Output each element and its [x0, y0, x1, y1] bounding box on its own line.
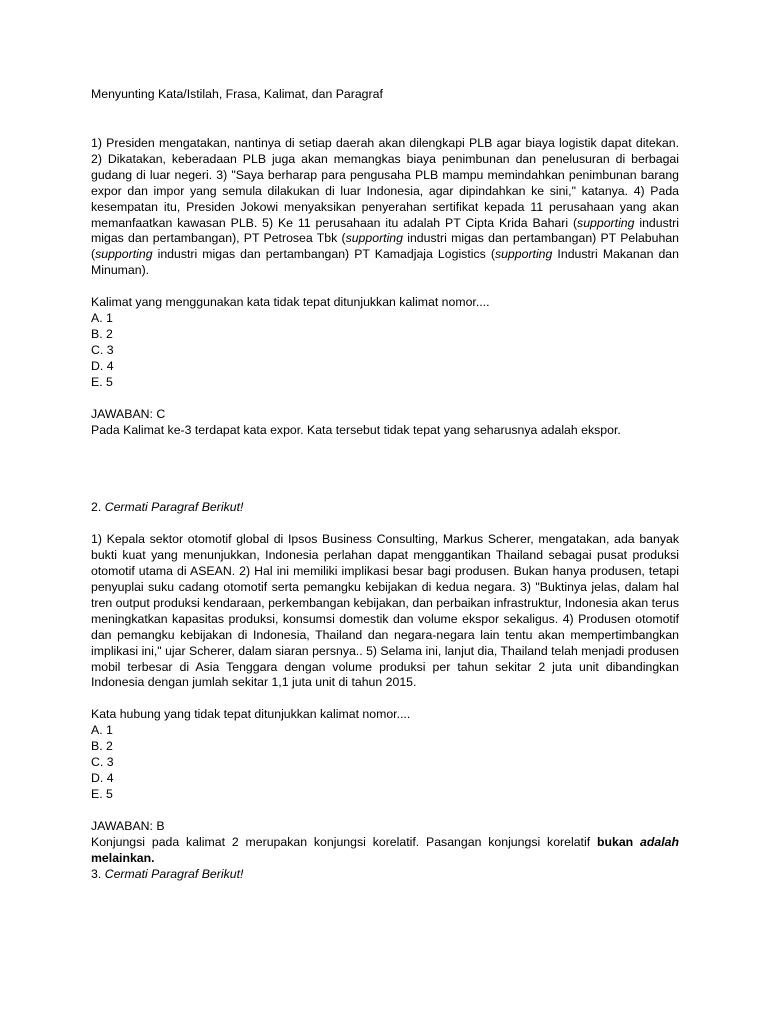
item3-heading-text: Cermati Paragraf Berikut!	[104, 866, 244, 881]
item1-option-a[interactable]: A. 1	[91, 311, 113, 326]
spacer	[91, 438, 679, 500]
item2-option-c[interactable]: C. 3	[91, 755, 114, 770]
item2-heading-number: 2.	[91, 500, 102, 515]
document-page	[91, 86, 679, 882]
item1-passage-part2: industri migas dan pertambangan), PT Petrosea Tbk (	[91, 215, 679, 246]
item2-option-e[interactable]: E. 5	[91, 786, 113, 801]
item2-options	[91, 723, 679, 803]
item1-question: Kalimat yang menggunakan kata tidak tepat ditunjukkan kalimat nomor....	[91, 295, 490, 310]
item2-question: Kata hubung yang tidak tepat ditunjukkan kalimat nomor....	[91, 707, 411, 722]
item2-heading-text: Cermati Paragraf Berikut!	[104, 500, 244, 515]
spacer	[91, 691, 679, 707]
item1-passage-part5: Industri Makanan dan Minuman).	[91, 247, 679, 278]
item1-supporting-4: supporting	[494, 247, 553, 262]
item2-option-b[interactable]: B. 2	[91, 739, 113, 754]
item1-option-d[interactable]: D. 4	[91, 358, 114, 373]
item1-passage-part1: 1) Presiden mengatakan, nantinya di setiap daerah akan dilengkapi PLB agar biaya logistik dapat ditekan. 2) Dikatakan, keberadaan PLB juga akan memangkas biaya penimbunan dan penelusuran di berbagai gudang di luar negeri. 3) "Saya berharap para pengusaha PLB mampu memindahkan penimbunan barang expor dan impor yang semula dilakukan di luar Indonesia, agar dipindahkan ke sini," katanya. 4) Pada kesempatan itu, Presiden Jokowi menyaksikan penyerahan sertifikat kepada 11 perusahaan yang akan memanfaatkan kawasan PLB. 5) Ke 11 perusahaan itu adalah PT Cipta Krida Bahari (	[91, 136, 679, 230]
item3-heading-number: 3.	[91, 866, 102, 881]
spacer	[91, 391, 679, 407]
item1-supporting-2: supporting	[345, 231, 403, 246]
item1-option-c[interactable]: C. 3	[91, 342, 114, 357]
spacer	[91, 279, 679, 295]
spacer	[91, 803, 679, 819]
item2-passage: 1) Kepala sektor otomotif global di Ipsos Business Consulting, Markus Scherer, mengatakan, ada banyak bukti kuat yang menunjukkan, Indonesia perlahan dapat menggantikan Thailand sebagai pusat produksi otomotif utama di ASEAN. 2) Hal ini memiliki implikasi besar bagi produsen. Bukan hanya produsen, tetapi penyuplai suku cadang otomotif serta pemangku kebijakan di kedua negara. 3) "Buktinya jelas, dalam hal tren output produksi kendaraan, perkembangan kebijakan, dan perbaikan infrastruktur, Indonesia akan terus meningkatkan kapasitas produksi, konsumsi domestik dan volume ekspor sekaligus. 4) Produsen otomotif dan pemangku kebijakan di Indonesia, Thailand dan negara-negara lain tentu akan mempertimbangkan implikasi ini," ujar Scherer, dalam siaran persnya.. 5) Selama ini, lanjut dia, Thailand telah menjadi produsen mobil terbesar di Asia Tenggara dengan volume produksi per tahun sekitar 2 juta unit dibandingkan Indonesia dengan jumlah sekitar 1,1 juta unit di tahun 2015.	[91, 532, 679, 690]
item1-options	[91, 311, 679, 391]
item2-answer-explanation	[91, 835, 679, 867]
item1-supporting-3: supporting	[95, 247, 153, 262]
item1-supporting-1: supporting	[577, 215, 635, 230]
item2-answer-part1: Konjungsi pada kalimat 2 merupakan konjungsi korelatif. Pasangan konjungsi korelatif	[91, 834, 597, 849]
item2-heading	[91, 500, 679, 516]
item1-option-e[interactable]: E. 5	[91, 374, 113, 389]
item3-heading	[91, 867, 679, 883]
item2-answer-bolditalic: adalah	[640, 834, 680, 849]
item2-option-d[interactable]: D. 4	[91, 771, 114, 785]
item1-option-b[interactable]: B. 2	[91, 326, 113, 341]
item1-answer-label: JAWABAN: C	[91, 406, 166, 421]
item2-option-a[interactable]: A. 1	[91, 723, 113, 738]
page-title: Menyunting Kata/Istilah, Frasa, Kalimat, dan Paragraf	[91, 87, 383, 101]
item2-answer-label: JAWABAN: B	[91, 818, 165, 833]
item1-passage-part3: industri migas dan pertambangan) PT Pelabuhan (	[91, 231, 679, 262]
spacer	[91, 516, 679, 532]
item2-answer-bold2: melainkan.	[91, 850, 155, 865]
item1-passage-part4: industri migas dan pertambangan) PT Kamadjaja Logistics (	[152, 247, 495, 262]
item2-answer-bold1: bukan	[596, 834, 634, 849]
item1-passage	[91, 136, 679, 279]
item1-answer-explanation: Pada Kalimat ke-3 terdapat kata expor. Kata tersebut tidak tepat yang seharusnya adalah ekspor.	[91, 422, 621, 437]
